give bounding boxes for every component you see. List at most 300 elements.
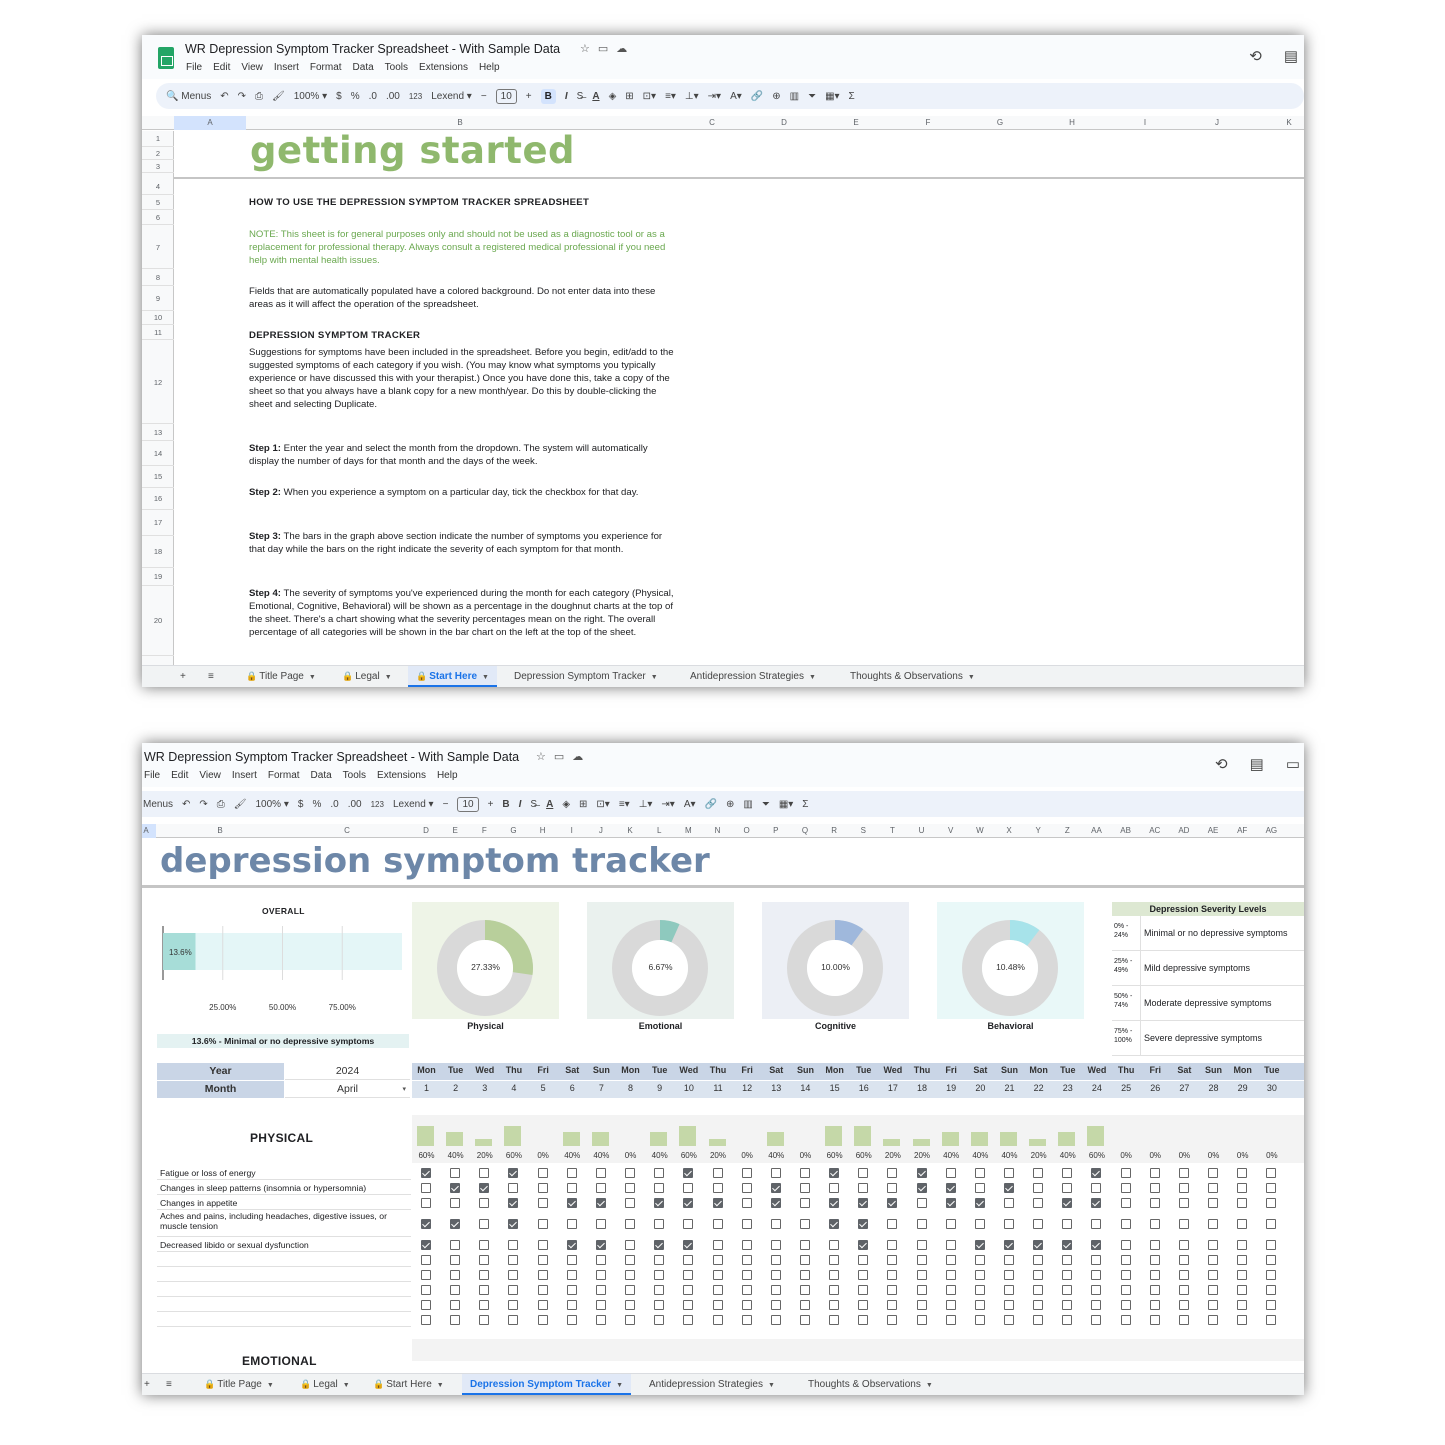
symptom-checkbox[interactable]	[917, 1240, 927, 1250]
chevron-down-icon[interactable]: ▼	[436, 1382, 444, 1389]
symptom-checkbox[interactable]	[858, 1255, 868, 1265]
symptom-checkbox[interactable]	[567, 1300, 577, 1310]
comment-icon[interactable]: ⊕	[725, 798, 735, 810]
cloud-status-icon[interactable]: ☁	[572, 751, 592, 763]
symptom-checkbox[interactable]	[742, 1219, 752, 1229]
font-size-decrease-icon[interactable]: −	[442, 798, 449, 810]
row-1[interactable]: 1	[142, 131, 174, 147]
column-c[interactable]: C	[344, 826, 350, 835]
symptom-checkbox[interactable]	[1150, 1255, 1160, 1265]
star-icon[interactable]: ☆	[580, 43, 598, 55]
row-19[interactable]: 19	[142, 568, 174, 586]
symptom-checkbox[interactable]	[479, 1168, 489, 1178]
symptom-checkbox[interactable]	[1121, 1315, 1131, 1325]
column-c[interactable]: C	[709, 118, 715, 127]
symptom-checkbox[interactable]	[508, 1270, 518, 1280]
symptom-checkbox[interactable]	[771, 1315, 781, 1325]
symptom-checkbox[interactable]	[771, 1270, 781, 1280]
symptom-checkbox[interactable]	[508, 1198, 518, 1208]
symptom-checkbox[interactable]	[1208, 1198, 1218, 1208]
symptom-checkbox[interactable]	[479, 1240, 489, 1250]
symptom-checkbox[interactable]	[1062, 1198, 1072, 1208]
symptom-checkbox[interactable]	[975, 1255, 985, 1265]
text-wrap-icon[interactable]: ⇥▾	[707, 90, 722, 102]
symptom-checkbox[interactable]	[538, 1219, 548, 1229]
symptom-checkbox[interactable]	[887, 1255, 897, 1265]
symptom-checkbox[interactable]	[683, 1285, 693, 1295]
symptom-checkbox[interactable]	[975, 1219, 985, 1229]
symptom-checkbox[interactable]	[654, 1315, 664, 1325]
symptom-checkbox[interactable]	[654, 1198, 664, 1208]
symptom-checkbox[interactable]	[1266, 1285, 1276, 1295]
column-ad[interactable]: AD	[1178, 826, 1190, 835]
menu-format[interactable]: Format	[267, 770, 300, 781]
font-size-input[interactable]: 10	[457, 797, 478, 812]
symptom-checkbox[interactable]	[858, 1240, 868, 1250]
symptom-checkbox[interactable]	[1266, 1270, 1276, 1280]
symptom-checkbox[interactable]	[858, 1300, 868, 1310]
more-formats-button[interactable]: 123	[408, 91, 423, 101]
decrease-decimal-button[interactable]: .0	[368, 90, 377, 102]
symptom-checkbox[interactable]	[1062, 1300, 1072, 1310]
symptom-label[interactable]: Aches and pains, including headaches, digestive issues, or muscle tension	[157, 1210, 411, 1237]
column-h[interactable]: H	[1069, 118, 1075, 127]
symptom-checkbox[interactable]	[1033, 1168, 1043, 1178]
symptom-checkbox[interactable]	[596, 1300, 606, 1310]
tab-antidepression-strategies[interactable]	[682, 666, 824, 687]
tab-depression-symptom-tracker[interactable]	[462, 1374, 631, 1395]
symptom-checkbox[interactable]	[713, 1183, 723, 1193]
align-icon[interactable]: ≡▾	[618, 798, 630, 810]
menu-data[interactable]: Data	[352, 62, 374, 73]
symptom-checkbox[interactable]	[887, 1183, 897, 1193]
filter-icon[interactable]: ⏷	[761, 798, 770, 810]
symptom-checkbox[interactable]	[508, 1168, 518, 1178]
print-icon[interactable]: ⎙	[255, 90, 264, 102]
print-icon[interactable]: ⎙	[216, 798, 225, 810]
symptom-checkbox[interactable]	[917, 1255, 927, 1265]
symptom-checkbox[interactable]	[858, 1285, 868, 1295]
symptom-label[interactable]	[157, 1297, 411, 1312]
row-15[interactable]: 15	[142, 466, 174, 488]
column-e[interactable]: E	[853, 118, 859, 127]
increase-decimal-button[interactable]: .00	[347, 798, 362, 810]
symptom-checkbox[interactable]	[1208, 1285, 1218, 1295]
symptom-checkbox[interactable]	[421, 1270, 431, 1280]
menu-view[interactable]: View	[199, 770, 221, 781]
symptom-checkbox[interactable]	[508, 1315, 518, 1325]
bold-button[interactable]: B	[502, 798, 510, 810]
symptom-checkbox[interactable]	[1121, 1168, 1131, 1178]
symptom-checkbox[interactable]	[1266, 1240, 1276, 1250]
symptom-checkbox[interactable]	[508, 1255, 518, 1265]
symptom-checkbox[interactable]	[800, 1198, 810, 1208]
symptom-checkbox[interactable]	[917, 1270, 927, 1280]
symptom-checkbox[interactable]	[800, 1285, 810, 1295]
column-g[interactable]: G	[996, 118, 1004, 127]
tab-title-page[interactable]	[238, 666, 324, 687]
symptom-checkbox[interactable]	[1091, 1198, 1101, 1208]
symptom-checkbox[interactable]	[567, 1315, 577, 1325]
symptom-checkbox[interactable]	[1237, 1270, 1247, 1280]
symptom-checkbox[interactable]	[917, 1219, 927, 1229]
text-color-icon[interactable]: A	[546, 798, 554, 810]
chevron-down-icon[interactable]: ▼	[650, 674, 658, 681]
symptom-checkbox[interactable]	[829, 1168, 839, 1178]
functions-icon[interactable]: Σ	[802, 798, 809, 810]
symptom-checkbox[interactable]	[1091, 1270, 1101, 1280]
symptom-checkbox[interactable]	[887, 1315, 897, 1325]
chevron-down-icon[interactable]: ▼	[767, 1382, 775, 1389]
chevron-down-icon[interactable]: ▼	[925, 1382, 933, 1389]
symptom-checkbox[interactable]	[450, 1183, 460, 1193]
symptom-checkbox[interactable]	[1062, 1285, 1072, 1295]
symptom-checkbox[interactable]	[1062, 1270, 1072, 1280]
symptom-checkbox[interactable]	[1266, 1315, 1276, 1325]
symptom-checkbox[interactable]	[858, 1219, 868, 1229]
menu-extensions[interactable]: Extensions	[377, 770, 426, 781]
symptom-checkbox[interactable]	[829, 1198, 839, 1208]
menu-insert[interactable]: Insert	[273, 62, 299, 73]
zoom-select[interactable]: 100% ▾	[293, 90, 328, 102]
symptom-checkbox[interactable]	[421, 1198, 431, 1208]
symptom-checkbox[interactable]	[450, 1255, 460, 1265]
symptom-checkbox[interactable]	[1150, 1168, 1160, 1178]
menu-extensions[interactable]: Extensions	[419, 62, 468, 73]
symptom-checkbox[interactable]	[1004, 1240, 1014, 1250]
link-icon[interactable]: 🔗	[750, 90, 764, 102]
symptom-checkbox[interactable]	[742, 1285, 752, 1295]
symptom-checkbox[interactable]	[1004, 1198, 1014, 1208]
column-j[interactable]: J	[598, 826, 603, 835]
menu-file[interactable]: File	[144, 770, 161, 781]
document-title[interactable]: WR Depression Symptom Tracker Spreadsheet - With Sample Data	[144, 750, 520, 764]
symptom-checkbox[interactable]	[975, 1270, 985, 1280]
all-sheets-icon[interactable]: ≡	[166, 1379, 172, 1390]
symptom-checkbox[interactable]	[975, 1315, 985, 1325]
text-wrap-icon[interactable]: ⇥▾	[661, 798, 675, 810]
symptom-checkbox[interactable]	[1208, 1183, 1218, 1193]
symptom-checkbox[interactable]	[1062, 1183, 1072, 1193]
frozen-row-divider[interactable]	[142, 885, 1304, 888]
row-16[interactable]: 16	[142, 488, 174, 510]
column-d[interactable]: D	[781, 118, 787, 127]
symptom-checkbox[interactable]	[538, 1315, 548, 1325]
symptom-checkbox[interactable]	[1208, 1219, 1218, 1229]
symptom-checkbox[interactable]	[1150, 1315, 1160, 1325]
symptom-checkbox[interactable]	[742, 1315, 752, 1325]
symptom-checkbox[interactable]	[567, 1270, 577, 1280]
symptom-checkbox[interactable]	[946, 1198, 956, 1208]
symptom-checkbox[interactable]	[713, 1240, 723, 1250]
symptom-checkbox[interactable]	[1062, 1240, 1072, 1250]
symptom-checkbox[interactable]	[421, 1255, 431, 1265]
symptom-checkbox[interactable]	[1237, 1240, 1247, 1250]
symptom-checkbox[interactable]	[654, 1300, 664, 1310]
row-12[interactable]: 12	[142, 342, 174, 424]
column-r[interactable]: R	[831, 826, 837, 835]
symptom-label[interactable]	[157, 1267, 411, 1282]
symptom-checkbox[interactable]	[800, 1300, 810, 1310]
chevron-down-icon[interactable]: ▼	[384, 674, 392, 681]
row-7[interactable]: 7	[142, 227, 174, 269]
symptom-checkbox[interactable]	[1004, 1315, 1014, 1325]
link-icon[interactable]: 🔗	[704, 798, 717, 810]
symptom-checkbox[interactable]	[625, 1255, 635, 1265]
symptom-checkbox[interactable]	[771, 1198, 781, 1208]
symptom-checkbox[interactable]	[654, 1285, 664, 1295]
symptom-checkbox[interactable]	[800, 1270, 810, 1280]
symptom-checkbox[interactable]	[713, 1198, 723, 1208]
symptom-checkbox[interactable]	[713, 1285, 723, 1295]
symptom-checkbox[interactable]	[858, 1168, 868, 1178]
symptom-checkbox[interactable]	[538, 1255, 548, 1265]
title-icons[interactable]	[580, 42, 635, 55]
symptom-checkbox[interactable]	[479, 1270, 489, 1280]
symptom-checkbox[interactable]	[596, 1168, 606, 1178]
symptom-checkbox[interactable]	[829, 1300, 839, 1310]
symptom-checkbox[interactable]	[975, 1300, 985, 1310]
symptom-checkbox[interactable]	[1179, 1219, 1189, 1229]
symptom-checkbox[interactable]	[1091, 1168, 1101, 1178]
symptom-checkbox[interactable]	[538, 1285, 548, 1295]
symptom-checkbox[interactable]	[742, 1240, 752, 1250]
vertical-align-icon[interactable]: ⊥▾	[684, 90, 699, 102]
symptom-checkbox[interactable]	[1004, 1285, 1014, 1295]
add-sheet-icon[interactable]: +	[180, 671, 186, 682]
paint-format-icon[interactable]: 🖌	[233, 798, 247, 810]
row-3[interactable]: 3	[142, 160, 174, 173]
column-a[interactable]: A	[207, 118, 213, 127]
symptom-checkbox[interactable]	[508, 1183, 518, 1193]
symptom-checkbox[interactable]	[450, 1270, 460, 1280]
symptom-checkbox[interactable]	[1091, 1285, 1101, 1295]
symptom-checkbox[interactable]	[508, 1219, 518, 1229]
search-menus[interactable]: Menus	[143, 798, 174, 810]
symptom-checkbox[interactable]	[1150, 1183, 1160, 1193]
symptom-checkbox[interactable]	[1179, 1183, 1189, 1193]
symptom-checkbox[interactable]	[858, 1270, 868, 1280]
menu-help[interactable]: Help	[478, 62, 500, 73]
row-8[interactable]: 8	[142, 269, 174, 286]
symptom-checkbox[interactable]	[946, 1315, 956, 1325]
column-o[interactable]: O	[743, 826, 750, 835]
symptom-checkbox[interactable]	[450, 1315, 460, 1325]
column-y[interactable]: Y	[1035, 826, 1041, 835]
symptom-checkbox[interactable]	[887, 1168, 897, 1178]
column-a[interactable]: A	[143, 826, 149, 835]
symptom-checkbox[interactable]	[742, 1168, 752, 1178]
symptom-checkbox[interactable]	[596, 1219, 606, 1229]
column-g[interactable]: G	[510, 826, 517, 835]
symptom-checkbox[interactable]	[625, 1315, 635, 1325]
symptom-checkbox[interactable]	[567, 1198, 577, 1208]
symptom-checkbox[interactable]	[771, 1255, 781, 1265]
month-select[interactable]	[285, 1081, 410, 1098]
symptom-checkbox[interactable]	[1121, 1270, 1131, 1280]
column-j[interactable]: J	[1215, 118, 1219, 127]
column-x[interactable]: X	[1006, 826, 1012, 835]
symptom-checkbox[interactable]	[1062, 1168, 1072, 1178]
symptom-checkbox[interactable]	[829, 1255, 839, 1265]
version-history-icon[interactable]: ⟲	[1249, 48, 1262, 65]
symptom-label[interactable]: Fatigue or loss of energy	[157, 1165, 411, 1180]
symptom-checkbox[interactable]	[1121, 1255, 1131, 1265]
symptom-checkbox[interactable]	[1208, 1240, 1218, 1250]
symptom-checkbox[interactable]	[975, 1285, 985, 1295]
symptom-checkbox[interactable]	[1179, 1315, 1189, 1325]
symptom-checkbox[interactable]	[421, 1183, 431, 1193]
symptom-checkbox[interactable]	[917, 1168, 927, 1178]
strikethrough-icon[interactable]: S̶	[576, 90, 584, 102]
symptom-checkbox[interactable]	[917, 1300, 927, 1310]
symptom-checkbox[interactable]	[596, 1270, 606, 1280]
symptom-checkbox[interactable]	[1062, 1219, 1072, 1229]
symptom-checkbox[interactable]	[1179, 1270, 1189, 1280]
column-n[interactable]: N	[714, 826, 721, 835]
symptom-checkbox[interactable]	[538, 1240, 548, 1250]
symptom-checkbox[interactable]	[887, 1300, 897, 1310]
symptom-checkbox[interactable]	[450, 1300, 460, 1310]
column-w[interactable]: W	[976, 826, 984, 835]
menu-edit[interactable]: Edit	[171, 770, 189, 781]
symptom-checkbox[interactable]	[975, 1168, 985, 1178]
undo-icon[interactable]: ↶	[220, 90, 229, 102]
symptom-checkbox[interactable]	[1266, 1219, 1276, 1229]
symptom-checkbox[interactable]	[450, 1240, 460, 1250]
symptom-checkbox[interactable]	[713, 1219, 723, 1229]
menu-help[interactable]: Help	[436, 770, 458, 781]
symptom-checkbox[interactable]	[858, 1198, 868, 1208]
column-v[interactable]: V	[948, 826, 954, 835]
symptom-checkbox[interactable]	[771, 1285, 781, 1295]
move-folder-icon[interactable]: ▭	[553, 751, 573, 763]
symptom-checkbox[interactable]	[1237, 1315, 1247, 1325]
vertical-align-icon[interactable]: ⊥▾	[638, 798, 653, 810]
menu-format[interactable]: Format	[309, 62, 342, 73]
symptom-checkbox[interactable]	[829, 1270, 839, 1280]
symptom-checkbox[interactable]	[1266, 1300, 1276, 1310]
symptom-checkbox[interactable]	[713, 1270, 723, 1280]
symptom-checkbox[interactable]	[683, 1255, 693, 1265]
menu-edit[interactable]: Edit	[213, 62, 231, 73]
zoom-select[interactable]: 100% ▾	[255, 798, 289, 810]
chart-icon[interactable]: ▥	[789, 90, 800, 102]
symptom-checkbox[interactable]	[917, 1198, 927, 1208]
symptom-checkbox[interactable]	[508, 1300, 518, 1310]
symptom-checkbox[interactable]	[450, 1285, 460, 1295]
row-2[interactable]: 2	[142, 147, 174, 160]
symptom-checkbox[interactable]	[800, 1183, 810, 1193]
symptom-checkbox[interactable]	[1179, 1255, 1189, 1265]
symptom-checkbox[interactable]	[1091, 1219, 1101, 1229]
symptom-checkbox[interactable]	[771, 1183, 781, 1193]
column-z[interactable]: Z	[1064, 826, 1070, 835]
tab-antidepression-strategies[interactable]	[641, 1374, 783, 1395]
symptom-checkbox[interactable]	[625, 1219, 635, 1229]
symptom-checkbox[interactable]	[946, 1255, 956, 1265]
symptom-checkbox[interactable]	[1150, 1198, 1160, 1208]
symptom-checkbox[interactable]	[1121, 1183, 1131, 1193]
italic-button[interactable]: I	[518, 798, 522, 810]
fill-color-icon[interactable]: ◈	[562, 798, 571, 810]
title-icons[interactable]	[536, 750, 591, 763]
undo-icon[interactable]: ↶	[182, 798, 191, 810]
column-ae[interactable]: AE	[1207, 826, 1219, 835]
align-icon[interactable]: ≡▾	[665, 90, 676, 102]
meet-icon[interactable]: ▭	[1285, 756, 1300, 773]
symptom-checkbox[interactable]	[538, 1183, 548, 1193]
symptom-checkbox[interactable]	[479, 1285, 489, 1295]
symptom-checkbox[interactable]	[975, 1240, 985, 1250]
symptom-checkbox[interactable]	[771, 1300, 781, 1310]
symptom-checkbox[interactable]	[771, 1219, 781, 1229]
font-size-decrease-icon[interactable]: −	[480, 90, 487, 102]
year-input[interactable]: 2024	[285, 1063, 410, 1080]
column-b[interactable]: B	[217, 826, 223, 835]
symptom-checkbox[interactable]	[567, 1255, 577, 1265]
bold-button[interactable]: B	[541, 89, 556, 104]
symptom-checkbox[interactable]	[654, 1168, 664, 1178]
text-rotation-icon[interactable]: A▾	[730, 90, 742, 102]
symptom-checkbox[interactable]	[1091, 1183, 1101, 1193]
symptom-checkbox[interactable]	[771, 1168, 781, 1178]
symptom-checkbox[interactable]	[683, 1219, 693, 1229]
symptom-checkbox[interactable]	[742, 1270, 752, 1280]
symptom-checkbox[interactable]	[596, 1315, 606, 1325]
symptom-checkbox[interactable]	[1033, 1183, 1043, 1193]
redo-icon[interactable]: ↷	[199, 798, 208, 810]
currency-button[interactable]: $	[336, 90, 342, 102]
symptom-checkbox[interactable]	[654, 1255, 664, 1265]
symptom-checkbox[interactable]	[421, 1168, 431, 1178]
strikethrough-icon[interactable]: S̶	[530, 798, 538, 810]
symptom-checkbox[interactable]	[1208, 1270, 1218, 1280]
tab-legal[interactable]	[334, 666, 400, 687]
symptom-checkbox[interactable]	[800, 1240, 810, 1250]
chevron-down-icon[interactable]: ▼	[967, 674, 975, 681]
fill-color-icon[interactable]: ◈	[608, 90, 617, 102]
symptom-checkbox[interactable]	[625, 1270, 635, 1280]
decrease-decimal-button[interactable]: .0	[330, 798, 339, 810]
symptom-checkbox[interactable]	[800, 1255, 810, 1265]
document-title[interactable]: WR Depression Symptom Tracker Spreadsheet - With Sample Data	[185, 42, 561, 56]
filter-icon[interactable]: ⏷	[808, 90, 817, 102]
symptom-checkbox[interactable]	[1004, 1168, 1014, 1178]
chevron-down-icon[interactable]: ▼	[342, 1382, 350, 1389]
symptom-label[interactable]	[157, 1252, 411, 1267]
cloud-status-icon[interactable]: ☁	[616, 43, 636, 55]
symptom-checkbox[interactable]	[421, 1219, 431, 1229]
symptom-label[interactable]	[157, 1312, 411, 1327]
symptom-checkbox[interactable]	[1150, 1300, 1160, 1310]
merge-cells-icon[interactable]: ⊡▾	[596, 798, 610, 810]
symptom-checkbox[interactable]	[683, 1240, 693, 1250]
symptom-checkbox[interactable]	[508, 1240, 518, 1250]
symptom-checkbox[interactable]	[713, 1315, 723, 1325]
symptom-checkbox[interactable]	[1062, 1255, 1072, 1265]
symptom-checkbox[interactable]	[946, 1168, 956, 1178]
symptom-checkbox[interactable]	[1150, 1285, 1160, 1295]
symptom-checkbox[interactable]	[829, 1315, 839, 1325]
symptom-checkbox[interactable]	[1150, 1240, 1160, 1250]
symptom-checkbox[interactable]	[1237, 1255, 1247, 1265]
column-s[interactable]: S	[860, 826, 866, 835]
sheets-logo-icon[interactable]	[158, 47, 174, 69]
filter-views-icon[interactable]: ▦▾	[825, 90, 840, 102]
symptom-checkbox[interactable]	[1121, 1285, 1131, 1295]
symptom-checkbox[interactable]	[1179, 1198, 1189, 1208]
